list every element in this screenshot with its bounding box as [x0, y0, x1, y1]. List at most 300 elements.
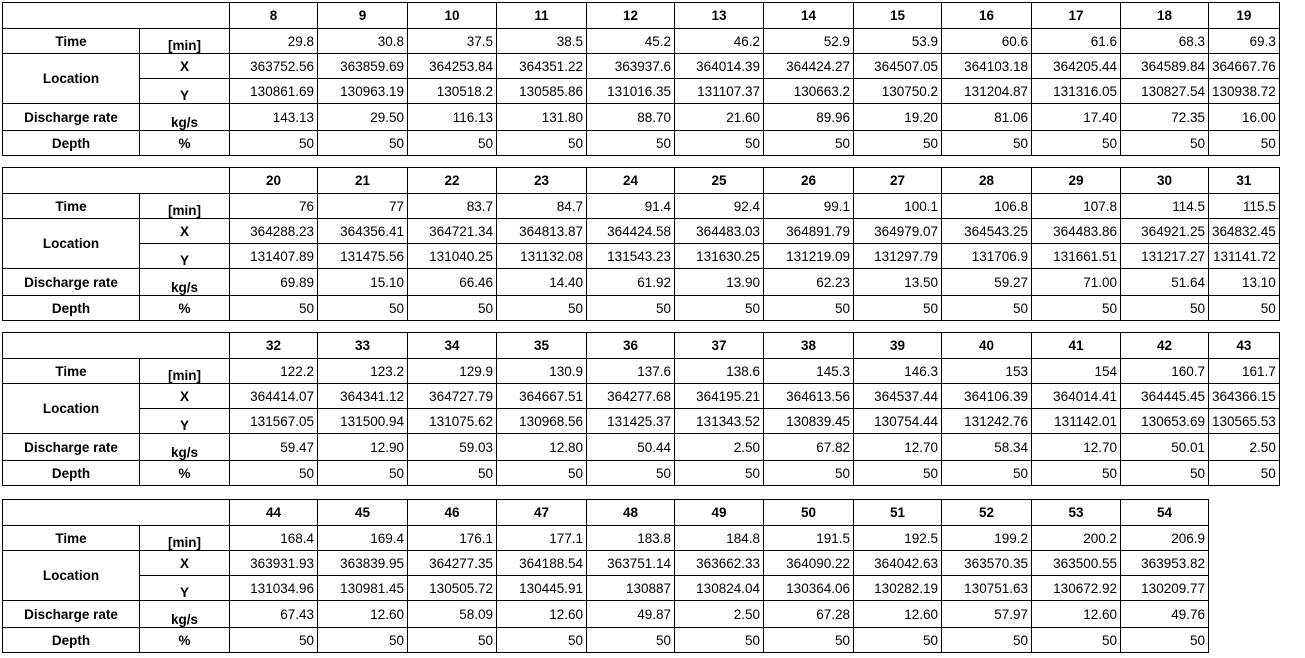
x-coordinate-value: 364507.05: [854, 54, 942, 79]
table-row: [3, 104, 1280, 131]
column-header: 26: [764, 168, 854, 194]
discharge-rate-label: Discharge rate: [3, 269, 140, 296]
x-coordinate-value: 363953.82: [1121, 551, 1209, 576]
header-blank-cell: [3, 168, 230, 194]
time-value: 138.6: [675, 359, 764, 384]
data-block-3: [2, 332, 1280, 486]
time-value: 199.2: [942, 526, 1032, 551]
discharge-rate-unit: kg/s: [140, 434, 230, 461]
y-coordinate-value: 131425.37: [587, 409, 675, 434]
x-coordinate-value: 364721.34: [408, 219, 497, 244]
y-coordinate-value: 131204.87: [942, 79, 1032, 104]
y-coordinate-value: 131040.25: [408, 244, 497, 269]
discharge-rate-value: 57.97: [942, 601, 1032, 628]
x-coordinate-value: 364277.35: [408, 551, 497, 576]
column-header: 44: [230, 500, 318, 526]
column-header: 53: [1032, 500, 1121, 526]
depth-value: 50: [942, 296, 1032, 321]
discharge-rate-value: 62.23: [764, 269, 854, 296]
x-coordinate-value: 364277.68: [587, 384, 675, 409]
x-coordinate-value: 364445.45: [1121, 384, 1209, 409]
discharge-rate-value: 58.09: [408, 601, 497, 628]
depth-unit: %: [140, 461, 230, 486]
depth-value: 50: [854, 628, 942, 653]
table-row: [3, 29, 1280, 54]
x-coordinate-value: 364414.07: [230, 384, 318, 409]
x-coordinate-value: 364891.79: [764, 219, 854, 244]
x-coordinate-value: 364288.23: [230, 219, 318, 244]
depth-value: 50: [1032, 628, 1121, 653]
x-coordinate-value: 364424.58: [587, 219, 675, 244]
y-coordinate-value: 130861.69: [230, 79, 318, 104]
table-row: [3, 194, 1280, 219]
y-coordinate-value: 130938.72: [1209, 79, 1280, 104]
discharge-rate-value: 14.40: [497, 269, 587, 296]
column-header: 16: [942, 3, 1032, 29]
depth-value: 50: [587, 296, 675, 321]
x-coordinate-value: 364832.45: [1209, 219, 1280, 244]
column-header: 37: [675, 333, 764, 359]
discharge-rate-value: 2.50: [675, 601, 764, 628]
x-coordinate-value: 364543.25: [942, 219, 1032, 244]
depth-label: Depth: [3, 296, 140, 321]
discharge-rate-value: 16.00: [1209, 104, 1280, 131]
depth-value: 50: [942, 131, 1032, 156]
column-header: 39: [854, 333, 942, 359]
x-coordinate-value: 364813.87: [497, 219, 587, 244]
y-coordinate-value: 131661.51: [1032, 244, 1121, 269]
column-header: 11: [497, 3, 587, 29]
y-coordinate-value: 130282.19: [854, 576, 942, 601]
x-coordinate-value: 364537.44: [854, 384, 942, 409]
x-coordinate-value: 364014.41: [1032, 384, 1121, 409]
discharge-rate-value: 59.47: [230, 434, 318, 461]
x-coordinate-value: 364483.86: [1032, 219, 1121, 244]
discharge-rate-value: 49.76: [1121, 601, 1209, 628]
x-coordinate-value: 363662.33: [675, 551, 764, 576]
discharge-rate-value: 15.10: [318, 269, 408, 296]
time-label: Time: [3, 526, 140, 551]
column-header: 29: [1032, 168, 1121, 194]
y-coordinate-value: 131217.27: [1121, 244, 1209, 269]
time-value: 61.6: [1032, 29, 1121, 54]
depth-value: 50: [675, 131, 764, 156]
table-row: [3, 576, 1216, 601]
y-coordinate-value: 131316.05: [1032, 79, 1121, 104]
depth-value: 50: [675, 628, 764, 653]
time-value: 192.5: [854, 526, 942, 551]
time-value: 160.7: [1121, 359, 1209, 384]
column-header: 22: [408, 168, 497, 194]
discharge-rate-value: 51.64: [1121, 269, 1209, 296]
depth-value: 50: [318, 296, 408, 321]
discharge-rate-value: 89.96: [764, 104, 854, 131]
table-row: [3, 601, 1216, 628]
time-value: 52.9: [764, 29, 854, 54]
depth-label: Depth: [3, 628, 140, 653]
y-coordinate-value: 130887: [587, 576, 675, 601]
discharge-rate-unit: kg/s: [140, 104, 230, 131]
y-coordinate-value: 131034.96: [230, 576, 318, 601]
depth-value: 50: [587, 461, 675, 486]
discharge-rate-value: 12.60: [497, 601, 587, 628]
y-coordinate-value: 130839.45: [764, 409, 854, 434]
depth-value: 50: [408, 296, 497, 321]
discharge-rate-value: 116.13: [408, 104, 497, 131]
discharge-rate-label: Discharge rate: [3, 601, 140, 628]
discharge-rate-value: 61.92: [587, 269, 675, 296]
discharge-rate-unit: kg/s: [140, 601, 230, 628]
x-coordinate-value: 364014.39: [675, 54, 764, 79]
header-blank-cell: [3, 3, 230, 29]
y-coordinate-value: 130754.44: [854, 409, 942, 434]
discharge-rate-value: 12.60: [854, 601, 942, 628]
column-header: 25: [675, 168, 764, 194]
depth-value: 50: [230, 461, 318, 486]
column-header: 43: [1209, 333, 1280, 359]
time-value: 129.9: [408, 359, 497, 384]
y-coordinate-value: 131630.25: [675, 244, 764, 269]
time-value: 84.7: [497, 194, 587, 219]
x-coordinate-value: 363931.93: [230, 551, 318, 576]
table-row: [3, 409, 1280, 434]
time-value: 115.5: [1209, 194, 1280, 219]
time-value: 130.9: [497, 359, 587, 384]
depth-value: 50: [497, 131, 587, 156]
discharge-rate-value: 59.03: [408, 434, 497, 461]
x-coordinate-value: 364979.07: [854, 219, 942, 244]
empty-cell: [1209, 576, 1216, 601]
table-row: [3, 359, 1280, 384]
time-value: 145.3: [764, 359, 854, 384]
discharge-rate-value: 50.01: [1121, 434, 1209, 461]
time-value: 77: [318, 194, 408, 219]
y-coordinate-value: 131132.08: [497, 244, 587, 269]
y-coordinate-value: 131242.76: [942, 409, 1032, 434]
time-value: 169.4: [318, 526, 408, 551]
depth-unit: %: [140, 628, 230, 653]
y-coordinate-value: 130750.2: [854, 79, 942, 104]
depth-value: 50: [942, 628, 1032, 653]
depth-value: 50: [1121, 461, 1209, 486]
table-row: [3, 526, 1216, 551]
discharge-rate-value: 69.89: [230, 269, 318, 296]
y-label: Y: [140, 576, 230, 601]
discharge-rate-value: 17.40: [1032, 104, 1121, 131]
x-coordinate-value: 364727.79: [408, 384, 497, 409]
time-value: 168.4: [230, 526, 318, 551]
time-unit: [min]: [140, 359, 230, 384]
column-header: 48: [587, 500, 675, 526]
discharge-rate-value: 29.50: [318, 104, 408, 131]
discharge-rate-value: 12.90: [318, 434, 408, 461]
table-row: [3, 269, 1280, 296]
y-coordinate-value: 130968.56: [497, 409, 587, 434]
discharge-rate-value: 12.60: [1032, 601, 1121, 628]
y-coordinate-value: 130663.2: [764, 79, 854, 104]
time-value: 122.2: [230, 359, 318, 384]
discharge-rate-value: 131.80: [497, 104, 587, 131]
depth-unit: %: [140, 131, 230, 156]
y-coordinate-value: 131343.52: [675, 409, 764, 434]
x-coordinate-value: 364589.84: [1121, 54, 1209, 79]
column-header: 35: [497, 333, 587, 359]
y-coordinate-value: 131141.72: [1209, 244, 1280, 269]
column-header: 15: [854, 3, 942, 29]
depth-value: 50: [230, 131, 318, 156]
x-coordinate-value: 364351.22: [497, 54, 587, 79]
time-value: 76: [230, 194, 318, 219]
data-block-1: [2, 2, 1280, 156]
x-coordinate-value: 364090.22: [764, 551, 854, 576]
location-label: Location: [3, 54, 140, 104]
discharge-rate-label: Discharge rate: [3, 434, 140, 461]
depth-value: 50: [230, 296, 318, 321]
table-row: [3, 296, 1280, 321]
table-row: [3, 244, 1280, 269]
y-coordinate-value: 131706.9: [942, 244, 1032, 269]
table-row: [3, 131, 1280, 156]
x-coordinate-value: 364103.18: [942, 54, 1032, 79]
time-unit: [min]: [140, 194, 230, 219]
time-value: 137.6: [587, 359, 675, 384]
y-coordinate-value: 130585.86: [497, 79, 587, 104]
y-coordinate-value: 131475.56: [318, 244, 408, 269]
column-header: 49: [675, 500, 764, 526]
empty-cell: [1209, 500, 1216, 526]
y-coordinate-value: 131016.35: [587, 79, 675, 104]
column-header: 32: [230, 333, 318, 359]
time-unit: [min]: [140, 526, 230, 551]
column-header: 41: [1032, 333, 1121, 359]
discharge-rate-value: 59.27: [942, 269, 1032, 296]
y-coordinate-value: 130445.91: [497, 576, 587, 601]
y-coordinate-value: 130963.19: [318, 79, 408, 104]
x-coordinate-value: 364205.44: [1032, 54, 1121, 79]
location-label: Location: [3, 219, 140, 269]
column-header: 50: [764, 500, 854, 526]
depth-value: 50: [675, 296, 764, 321]
depth-value: 50: [764, 296, 854, 321]
y-coordinate-value: 131407.89: [230, 244, 318, 269]
y-coordinate-value: 130364.06: [764, 576, 854, 601]
depth-label: Depth: [3, 461, 140, 486]
discharge-rate-value: 67.43: [230, 601, 318, 628]
y-coordinate-value: 130827.54: [1121, 79, 1209, 104]
column-header: 28: [942, 168, 1032, 194]
discharge-rate-label: Discharge rate: [3, 104, 140, 131]
x-label: X: [140, 384, 230, 409]
column-header: 12: [587, 3, 675, 29]
discharge-rate-value: 88.70: [587, 104, 675, 131]
depth-value: 50: [1121, 628, 1209, 653]
time-value: 123.2: [318, 359, 408, 384]
time-label: Time: [3, 29, 140, 54]
column-header: 46: [408, 500, 497, 526]
depth-label: Depth: [3, 131, 140, 156]
time-value: 177.1: [497, 526, 587, 551]
location-label: Location: [3, 384, 140, 434]
time-value: 161.7: [1209, 359, 1280, 384]
table-row: [3, 54, 1280, 79]
time-value: 183.8: [587, 526, 675, 551]
y-coordinate-value: 131219.09: [764, 244, 854, 269]
depth-value: 50: [1209, 461, 1280, 486]
x-coordinate-value: 364356.41: [318, 219, 408, 244]
table-row: [3, 333, 1280, 359]
x-coordinate-value: 364667.51: [497, 384, 587, 409]
depth-value: 50: [1209, 131, 1280, 156]
column-header: 14: [764, 3, 854, 29]
discharge-rate-value: 21.60: [675, 104, 764, 131]
time-value: 69.3: [1209, 29, 1280, 54]
x-coordinate-value: 363752.56: [230, 54, 318, 79]
table-row: [3, 3, 1280, 29]
column-header: 47: [497, 500, 587, 526]
depth-value: 50: [1032, 131, 1121, 156]
column-header: 51: [854, 500, 942, 526]
y-coordinate-value: 130751.63: [942, 576, 1032, 601]
depth-unit: %: [140, 296, 230, 321]
time-unit: [min]: [140, 29, 230, 54]
depth-value: 50: [497, 628, 587, 653]
column-header: 52: [942, 500, 1032, 526]
x-coordinate-value: 364341.12: [318, 384, 408, 409]
time-label: Time: [3, 359, 140, 384]
column-header: 19: [1209, 3, 1280, 29]
discharge-rate-value: 12.80: [497, 434, 587, 461]
time-value: 206.9: [1121, 526, 1209, 551]
time-value: 107.8: [1032, 194, 1121, 219]
column-header: 40: [942, 333, 1032, 359]
x-coordinate-value: 363937.6: [587, 54, 675, 79]
empty-cell: [1209, 601, 1216, 628]
depth-value: 50: [318, 628, 408, 653]
depth-value: 50: [764, 461, 854, 486]
discharge-rate-value: 12.70: [854, 434, 942, 461]
discharge-rate-value: 2.50: [1209, 434, 1280, 461]
table-row: [3, 551, 1216, 576]
discharge-rate-value: 71.00: [1032, 269, 1121, 296]
depth-value: 50: [587, 131, 675, 156]
y-coordinate-value: 131075.62: [408, 409, 497, 434]
depth-value: 50: [854, 296, 942, 321]
time-value: 106.8: [942, 194, 1032, 219]
time-value: 200.2: [1032, 526, 1121, 551]
discharge-rate-value: 2.50: [675, 434, 764, 461]
column-header: 24: [587, 168, 675, 194]
depth-value: 50: [318, 461, 408, 486]
depth-value: 50: [942, 461, 1032, 486]
depth-value: 50: [1032, 461, 1121, 486]
time-label: Time: [3, 194, 140, 219]
column-header: 36: [587, 333, 675, 359]
discharge-rate-value: 143.13: [230, 104, 318, 131]
column-header: 13: [675, 3, 764, 29]
time-value: 37.5: [408, 29, 497, 54]
x-coordinate-value: 364195.21: [675, 384, 764, 409]
depth-value: 50: [675, 461, 764, 486]
empty-cell: [1209, 526, 1216, 551]
depth-value: 50: [1121, 131, 1209, 156]
y-coordinate-value: 131543.23: [587, 244, 675, 269]
column-header: 8: [230, 3, 318, 29]
discharge-rate-value: 67.82: [764, 434, 854, 461]
discharge-rate-value: 58.34: [942, 434, 1032, 461]
time-value: 46.2: [675, 29, 764, 54]
y-label: Y: [140, 79, 230, 104]
discharge-rate-unit: kg/s: [140, 269, 230, 296]
depth-value: 50: [764, 628, 854, 653]
time-value: 176.1: [408, 526, 497, 551]
column-header: 20: [230, 168, 318, 194]
column-header: 23: [497, 168, 587, 194]
depth-value: 50: [1032, 296, 1121, 321]
x-coordinate-value: 363839.95: [318, 551, 408, 576]
column-header: 33: [318, 333, 408, 359]
time-value: 45.2: [587, 29, 675, 54]
column-header: 42: [1121, 333, 1209, 359]
depth-value: 50: [1209, 296, 1280, 321]
x-coordinate-value: 364188.54: [497, 551, 587, 576]
time-value: 92.4: [675, 194, 764, 219]
discharge-rate-value: 13.10: [1209, 269, 1280, 296]
x-coordinate-value: 363500.55: [1032, 551, 1121, 576]
discharge-rate-value: 49.87: [587, 601, 675, 628]
time-value: 100.1: [854, 194, 942, 219]
discharge-rate-value: 12.60: [318, 601, 408, 628]
depth-value: 50: [854, 131, 942, 156]
time-value: 184.8: [675, 526, 764, 551]
depth-value: 50: [408, 461, 497, 486]
column-header: 54: [1121, 500, 1209, 526]
column-header: 27: [854, 168, 942, 194]
table-row: [3, 219, 1280, 244]
y-label: Y: [140, 409, 230, 434]
depth-value: 50: [318, 131, 408, 156]
column-header: 17: [1032, 3, 1121, 29]
table-row: [3, 168, 1280, 194]
time-value: 29.8: [230, 29, 318, 54]
column-header: 21: [318, 168, 408, 194]
x-coordinate-value: 364667.76: [1209, 54, 1280, 79]
depth-value: 50: [764, 131, 854, 156]
discharge-rate-value: 12.70: [1032, 434, 1121, 461]
location-label: Location: [3, 551, 140, 601]
x-label: X: [140, 54, 230, 79]
discharge-rate-value: 67.28: [764, 601, 854, 628]
y-coordinate-value: 130981.45: [318, 576, 408, 601]
y-coordinate-value: 130824.04: [675, 576, 764, 601]
time-value: 83.7: [408, 194, 497, 219]
x-coordinate-value: 364366.15: [1209, 384, 1280, 409]
depth-value: 50: [408, 628, 497, 653]
column-header: 31: [1209, 168, 1280, 194]
table-row: [3, 384, 1280, 409]
time-value: 68.3: [1121, 29, 1209, 54]
table-row: [3, 500, 1216, 526]
x-coordinate-value: 364042.63: [854, 551, 942, 576]
header-blank-cell: [3, 500, 230, 526]
depth-value: 50: [408, 131, 497, 156]
time-value: 99.1: [764, 194, 854, 219]
table-row: [3, 628, 1216, 653]
discharge-rate-value: 81.06: [942, 104, 1032, 131]
x-label: X: [140, 551, 230, 576]
x-coordinate-value: 364613.56: [764, 384, 854, 409]
depth-value: 50: [587, 628, 675, 653]
time-value: 153: [942, 359, 1032, 384]
